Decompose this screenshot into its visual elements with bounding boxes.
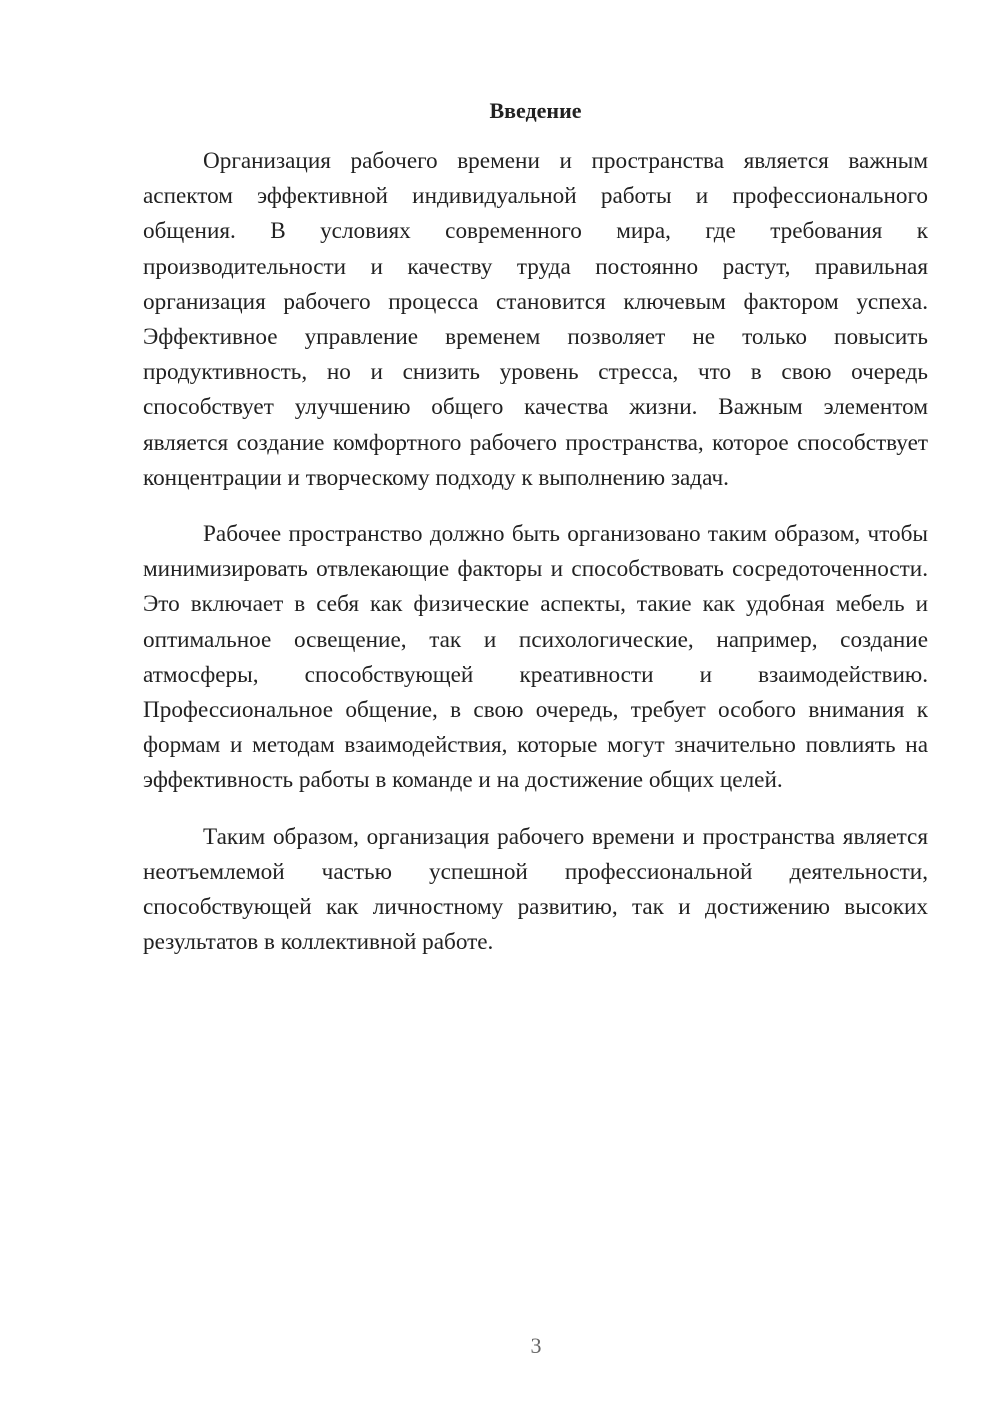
paragraph-3: Таким образом, организация рабочего времени и пространства является неотъемлемой частью успешной профессиональной деятельности, способствующей как личностному развитию, так и достижению высоких результатов в коллективной работе.	[143, 823, 928, 956]
paragraph-1: Организация рабочего времени и пространства является важным аспектом эффективной индивидуальной работы и профессионального общения. В условиях современного мира, где требования к производительности и качеству труда постоянно растут, правильная организация рабочего процесса становится ключевым фактором успеха. Эффективное управление временем позволяет не только повысить продуктивность, но и снизить уровень стресса, что в свою очередь способствует улучшению общего качества жизни. Важным элементом является создание комфортного рабочего пространства, которое способствует концентрации и творческому подходу к выполнению задач.	[143, 148, 928, 491]
paragraph-2: Рабочее пространство должно быть организовано таким образом, чтобы минимизировать отвлекающие факторы и способствовать сосредоточенности. Это включает в себя как физические аспекты, такие как удобная мебель и оптимальное освещение, так и психологические, например, создание атмосферы, способствующей креативности и взаимодействию. Профессиональное общение, в свою очередь, требует особого внимания к формам и методам взаимодействия, которые могут значительно повлиять на эффективность работы в команде и на достижение общих целей.	[143, 521, 928, 794]
body-text	[143, 144, 928, 981]
section-title: Введение	[489, 98, 582, 123]
page-number: 3	[530, 1333, 542, 1358]
